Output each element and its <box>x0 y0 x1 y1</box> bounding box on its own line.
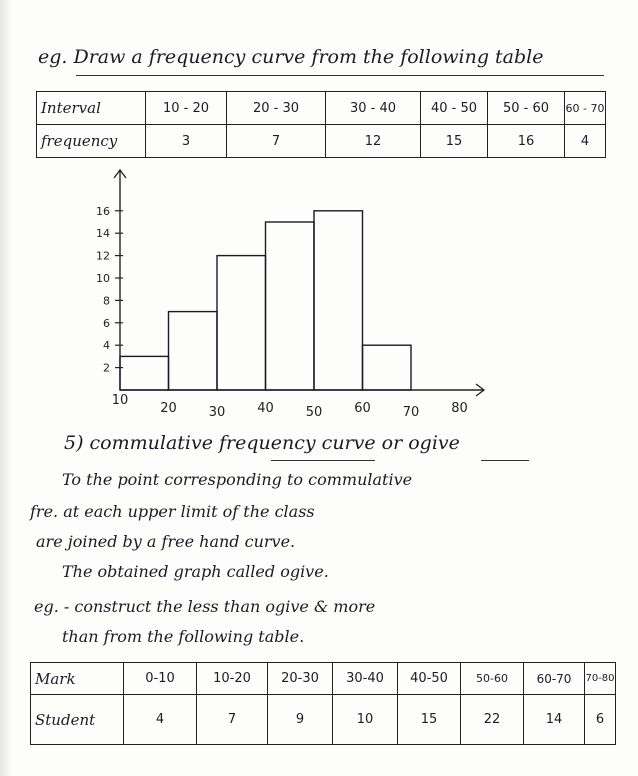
section-5-title: 5) commulative frequency curve or ogive <box>64 432 460 454</box>
interval-cell: 40 - 50 <box>421 92 488 125</box>
mark-cell: 60-70 <box>524 663 585 695</box>
mark-header: Mark <box>31 663 124 695</box>
histogram <box>80 162 500 424</box>
paragraph-line: are joined by a free hand curve. <box>36 532 296 551</box>
student-cell: 6 <box>585 695 616 745</box>
x-tick-label: 20 <box>160 401 177 416</box>
interval-cell: 10 - 20 <box>146 92 227 125</box>
frequency-cell: 3 <box>146 125 227 158</box>
mark-cell: 30-40 <box>333 663 398 695</box>
student-cell: 10 <box>333 695 398 745</box>
paragraph-line: than from the following table. <box>62 627 305 646</box>
histogram-bar <box>217 256 266 390</box>
heading-underline <box>76 75 604 76</box>
y-tick-label: 8 <box>103 294 110 308</box>
mark-cell: 40-50 <box>398 663 461 695</box>
histogram-bar <box>120 356 169 390</box>
paragraph-line: The obtained graph called ogive. <box>62 562 329 581</box>
student-cell: 15 <box>398 695 461 745</box>
marks-table <box>30 662 616 745</box>
interval-cell: 30 - 40 <box>326 92 421 125</box>
y-tick-label: 10 <box>96 272 110 285</box>
mark-cell: 10-20 <box>197 663 268 695</box>
frequency-cell: 12 <box>326 125 421 158</box>
frequency-cell: 15 <box>421 125 488 158</box>
interval-cell: 60 - 70 <box>565 92 606 125</box>
frequency-cell: 16 <box>488 125 565 158</box>
paragraph-line: To the point corresponding to commulative <box>62 470 413 489</box>
page-edge <box>0 0 12 776</box>
heading: eg. Draw a frequency curve from the following table <box>38 46 544 68</box>
paragraph-line: fre. at each upper limit of the class <box>30 502 315 521</box>
histogram-bar <box>169 312 218 390</box>
x-tick-label: 60 <box>354 401 371 416</box>
mark-cell: 50-60 <box>461 663 524 695</box>
y-tick-label: 12 <box>96 249 110 263</box>
student-cell: 9 <box>268 695 333 745</box>
histogram-bar <box>314 211 363 390</box>
student-cell: 22 <box>461 695 524 745</box>
student-cell: 14 <box>524 695 585 745</box>
mark-cell: 0-10 <box>124 663 197 695</box>
frequency-table <box>36 91 606 158</box>
frequency-cell: 4 <box>565 125 606 158</box>
paragraph-line: eg. - construct the less than ogive & more <box>34 597 376 616</box>
x-tick-label: 50 <box>305 405 323 420</box>
student-cell: 4 <box>124 695 197 745</box>
x-tick-label: 40 <box>257 401 274 416</box>
y-tick-label: 4 <box>103 339 110 353</box>
section-5-underline <box>481 460 529 461</box>
y-tick-label: 16 <box>96 204 110 218</box>
interval-header: Interval <box>37 92 146 125</box>
frequency-cell: 7 <box>227 125 326 158</box>
x-tick-label: 80 <box>451 401 468 416</box>
y-tick-label: 14 <box>96 227 110 241</box>
x-tick-label: 10 <box>111 393 129 408</box>
y-tick-label: 6 <box>103 316 110 330</box>
frequency-header: frequency <box>37 125 146 158</box>
interval-cell: 50 - 60 <box>488 92 565 125</box>
histogram-bar <box>363 345 412 390</box>
y-tick-label: 2 <box>103 361 110 375</box>
student-header: Student <box>31 695 124 745</box>
mark-cell: 20-30 <box>268 663 333 695</box>
histogram-bar <box>266 222 315 390</box>
student-cell: 7 <box>197 695 268 745</box>
section-5-underline <box>271 460 375 461</box>
mark-cell: 70-80 <box>585 663 616 695</box>
interval-cell: 20 - 30 <box>227 92 326 125</box>
x-tick-label: 30 <box>208 405 226 420</box>
x-tick-label: 70 <box>402 405 420 420</box>
